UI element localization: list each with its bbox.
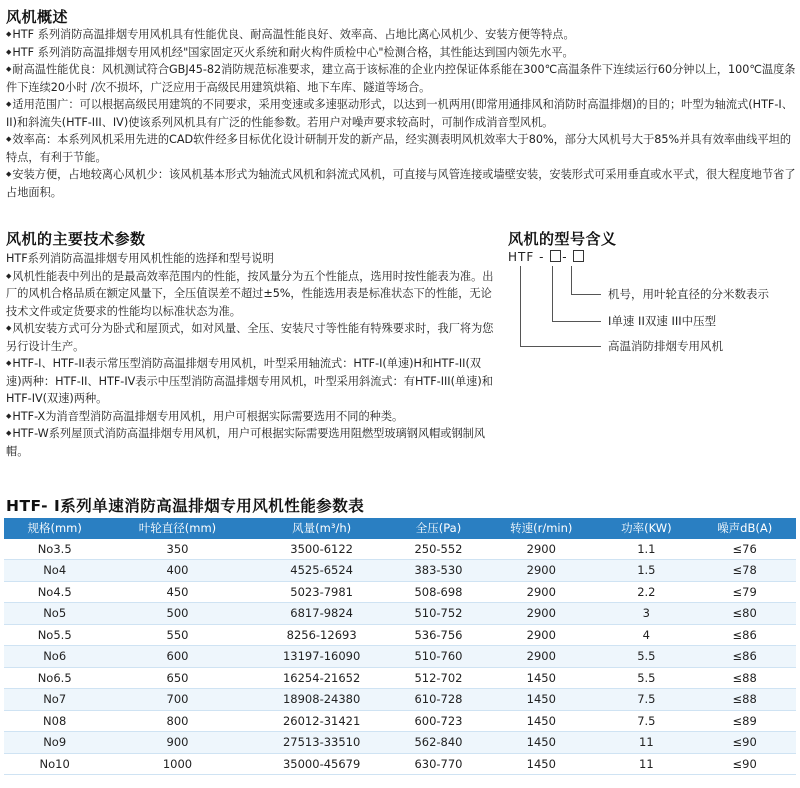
table-cell: 27513-33510 [250,732,394,754]
model-code: HTF - - [508,250,585,264]
table-cell: 350 [105,539,249,560]
model-number-label: 机号，用叶轮直径的分米数表示 [608,287,769,301]
table-cell: 1450 [483,732,599,754]
number-connector-h [571,294,601,295]
table-cell: 7.5 [599,689,693,711]
tech-title: 风机的主要技术参数 [6,230,146,248]
table-cell: 510-752 [394,603,484,625]
model-diagram [508,250,798,370]
overview-item: ◆ 效率高：本系列风机采用先进的CAD软件经多目标优化设计研制开发的新产品，经实测表明风机效率大于80%，部分大风机号大于85%并具有效率曲线平坦的特点，有利于节能。 [6,131,796,166]
overview-item: ◆ HTF 系列消防高温排烟专用风机经"国家固定灭火系统和耐火构件质检中心"检测合格，其性能达到国内领先水平。 [6,44,796,62]
col-header: 叶轮直径(mm) [105,518,249,539]
overview-list [6,26,796,201]
table-cell: 1450 [483,667,599,689]
table-cell: 35000-45679 [250,753,394,775]
table-cell: 650 [105,667,249,689]
tech-item: ◆ HTF-I、HTF-II表示常压型消防高温排烟专用风机，叶型采用轴流式：HTF-I(单速)H和HTF-II(双速)两种：HTF-II、HTF-IV表示中压型消防高温排烟专用风机，叶型采用斜流式：有HTF-III(单速)和HTF-IV(双速)两种。 [6,355,496,408]
table-cell: 2900 [483,581,599,603]
table-cell: 510-760 [394,646,484,668]
col-header: 风量(m³/h) [250,518,394,539]
table-cell: 550 [105,624,249,646]
col-header: 功率(KW) [599,518,693,539]
table-cell: 8256-12693 [250,624,394,646]
table-title: HTF- I系列单速消防高温排烟专用风机性能参数表 [6,497,365,515]
table-cell: 610-728 [394,689,484,711]
overview-item: ◆ 耐高温性能优良：风机测试符合GBJ45-82消防规范标准要求，建立高于该标准的企业内控保证体系能在300℃高温条件下连续运行60分钟以上，100℃温度条件下连续20小时 /次不损坏，广泛应用于高级民用建筑烘箱、地下车库、隧道等场合。 [6,61,796,96]
table-cell: No10 [4,753,105,775]
table-row [4,732,796,754]
table-cell: 7.5 [599,710,693,732]
type-connector [520,266,521,346]
table-cell: 2900 [483,560,599,582]
table-row [4,624,796,646]
overview-item: ◆ 适用范围广：可以根据高级民用建筑的不同要求，采用变速或多速驱动形式，以达到一机两用(即常用通排风和消防时高温排烟)的目的；叶型为轴流式(HTF-I、II)和斜流失(HTF-III、IV)使该系列风机具有广泛的性能参数。若用户对噪声要求较高时，可制作成消音型风机。 [6,96,796,131]
table-cell: No4 [4,560,105,582]
table-cell: 562-840 [394,732,484,754]
table-cell: ≤80 [693,603,796,625]
table-cell: 700 [105,689,249,711]
performance-table [4,518,796,775]
speed-box [550,250,561,262]
table-cell: 11 [599,753,693,775]
table-cell: 630-770 [394,753,484,775]
tech-item: ◆ 风机安装方式可分为卧式和屋顶式，如对风量、全压、安装尺寸等性能有特殊要求时，我厂将为您另行设计生产。 [6,320,496,355]
table-cell: 26012-31421 [250,710,394,732]
tech-list [6,250,496,460]
table-cell: 1000 [105,753,249,775]
overview-item: ◆ HTF 系列消防高温排烟专用风机具有性能优良、耐高温性能良好、效率高、占地比离心风机少、安装方便等特点。 [6,26,796,44]
table-cell: No3.5 [4,539,105,560]
table-cell: 4 [599,624,693,646]
model-type-label: 高温消防排烟专用风机 [608,339,723,353]
table-row [4,646,796,668]
tech-item: ◆ HTF-W系列屋顶式消防高温排烟专用风机，用户可根据实际需要选用阻燃型玻璃钢风帽或钢制风帽。 [6,425,496,460]
table-cell: 4525-6524 [250,560,394,582]
number-connector [571,266,572,294]
table-cell: 5.5 [599,667,693,689]
speed-connector [552,266,553,321]
table-cell: ≤89 [693,710,796,732]
table-cell: 1450 [483,710,599,732]
table-cell: 13197-16090 [250,646,394,668]
table-cell: 512-702 [394,667,484,689]
table-cell: 1.5 [599,560,693,582]
speed-connector-h [552,321,601,322]
table-cell: ≤90 [693,732,796,754]
table-cell: ≤90 [693,753,796,775]
table-cell: 900 [105,732,249,754]
table-cell: 5.5 [599,646,693,668]
table-cell: 1.1 [599,539,693,560]
table-cell: ≤78 [693,560,796,582]
table-row [4,753,796,775]
table-cell: ≤76 [693,539,796,560]
table-row [4,581,796,603]
table-cell: 400 [105,560,249,582]
table-cell: 800 [105,710,249,732]
table-cell: 2900 [483,603,599,625]
table-cell: No9 [4,732,105,754]
table-row [4,603,796,625]
table-cell: 5023-7981 [250,581,394,603]
table-cell: 508-698 [394,581,484,603]
model-speed-label: I单速 II双速 III中压型 [608,314,717,328]
col-header: 规格(mm) [4,518,105,539]
table-body [4,539,796,775]
tech-intro: HTF系列消防高温排烟专用风机性能的选择和型号说明 [6,252,274,265]
table-row [4,539,796,560]
table-cell: ≤86 [693,624,796,646]
table-row [4,710,796,732]
table-cell: 600 [105,646,249,668]
table-cell: No7 [4,689,105,711]
col-header: 全压(Pa) [394,518,484,539]
number-box [573,250,584,262]
table-cell: ≤86 [693,646,796,668]
table-cell: 500 [105,603,249,625]
table-cell: 250-552 [394,539,484,560]
table-row [4,689,796,711]
table-cell: ≤88 [693,667,796,689]
table-cell: N08 [4,710,105,732]
overview-title: 风机概述 [6,8,69,26]
col-header: 噪声dB(A) [693,518,796,539]
table-cell: ≤79 [693,581,796,603]
table-cell: 383-530 [394,560,484,582]
model-title: 风机的型号含义 [508,230,617,248]
table-cell: 2900 [483,539,599,560]
col-header: 转速(r/min) [483,518,599,539]
table-cell: 2900 [483,624,599,646]
table-cell: 18908-24380 [250,689,394,711]
table-cell: No6 [4,646,105,668]
table-cell: 16254-21652 [250,667,394,689]
overview-item: ◆ 安装方便，占地较离心风机少：该风机基本形式为轴流式风机和斜流式风机，可直接与风管连接或墙壁安装，安装形式可采用垂直或水平式，很大程度地节省了占地面积。 [6,166,796,201]
table-cell: 1450 [483,753,599,775]
table-cell: 3500-6122 [250,539,394,560]
table-cell: 2900 [483,646,599,668]
table-cell: 600-723 [394,710,484,732]
tech-item: ◆ 风机性能表中列出的是最高效率范围内的性能，按风量分为五个性能点，选用时按性能表为准。出厂的风机合格品质在额定风量下，全压值误差不超过±5%，性能选用表是标准状态下的性能，无论技术文件或定货要求的性能均以标准状态为准。 [6,268,496,321]
table-row [4,560,796,582]
table-cell: No4.5 [4,581,105,603]
table-cell: No5.5 [4,624,105,646]
table-cell: ≤88 [693,689,796,711]
table-cell: No6.5 [4,667,105,689]
table-cell: 2.2 [599,581,693,603]
model-code-prefix: HTF [508,250,535,264]
table-cell: 450 [105,581,249,603]
table-cell: 11 [599,732,693,754]
table-cell: 6817-9824 [250,603,394,625]
table-cell: 3 [599,603,693,625]
type-connector-h [520,346,601,347]
table-cell: 536-756 [394,624,484,646]
table-cell: No5 [4,603,105,625]
table-row [4,667,796,689]
table-cell: 1450 [483,689,599,711]
tech-item: ◆ HTF-X为消音型消防高温排烟专用风机，用户可根据实际需要选用不同的种类。 [6,408,496,426]
table-header-row [4,518,796,539]
